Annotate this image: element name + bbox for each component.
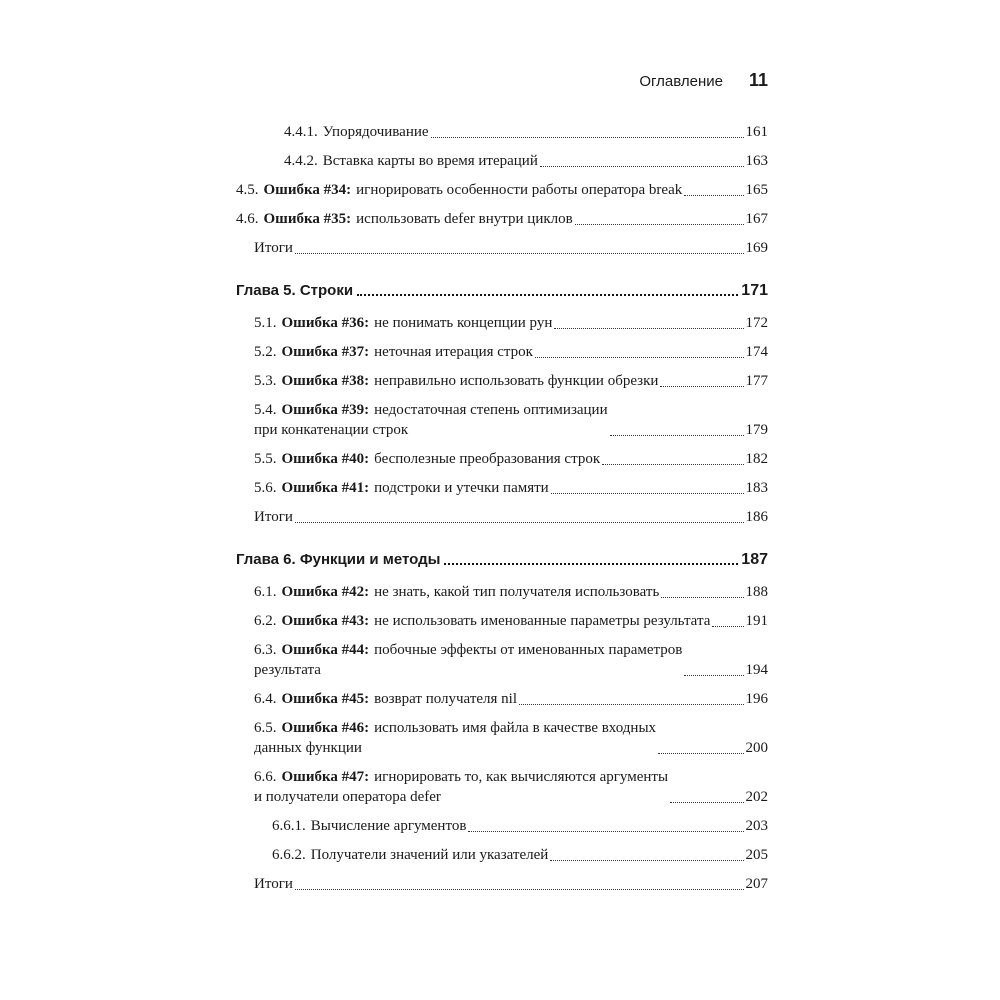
mistake-label: Ошибка #42:: [281, 584, 370, 600]
entry-title: Получатели значений или указателей: [310, 847, 549, 863]
entry-title: игнорировать особенности работы оператора break: [356, 182, 683, 198]
dot-leader: [551, 493, 744, 494]
entry-page-number: 174: [745, 344, 768, 360]
toc-entry[interactable]: [236, 238, 768, 258]
dot-leader: [295, 253, 744, 254]
entry-number: 5.1.: [254, 315, 277, 331]
entry-number: 6.4.: [254, 691, 277, 707]
entry-title: игнорировать то, как вычисляются аргументы: [374, 769, 669, 785]
chapter-title: Глава 5. Строки: [236, 282, 354, 299]
entry-number: 5.6.: [254, 480, 277, 496]
dot-leader: [661, 597, 743, 598]
entry-number: 6.1.: [254, 584, 277, 600]
entry-page-number: 194: [745, 662, 768, 678]
entry-number: 6.3.: [254, 642, 277, 658]
mistake-label: Ошибка #46:: [281, 720, 370, 736]
entry-title: не использовать именованные параметры результата: [374, 613, 711, 629]
dot-leader: [431, 137, 744, 138]
entry-title: не знать, какой тип получателя использовать: [374, 584, 660, 600]
entry-page-number: 172: [745, 315, 768, 331]
entry-text: [254, 449, 600, 469]
entry-page-number: 186: [745, 509, 768, 525]
chapter-heading[interactable]: [236, 550, 768, 570]
dot-leader: [712, 626, 743, 627]
entry-text: [254, 371, 658, 391]
mistake-label: Ошибка #47:: [281, 769, 370, 785]
entry-title: бесполезные преобразования строк: [374, 451, 601, 467]
dot-leader: [540, 166, 744, 167]
entry-title: использовать defer внутри циклов: [356, 211, 573, 227]
entry-text: [284, 122, 429, 142]
entry-page-number: 177: [745, 373, 768, 389]
mistake-label: Ошибка #39:: [281, 402, 370, 418]
mistake-label: Ошибка #36:: [281, 315, 370, 331]
entry-text: [254, 640, 682, 680]
toc-entry[interactable]: [236, 874, 768, 894]
toc-entry[interactable]: [236, 845, 768, 865]
entry-text: [254, 767, 668, 807]
mistake-label: Ошибка #35:: [263, 211, 352, 227]
header-page-number: 11: [748, 70, 768, 90]
entry-title-continued: результата: [254, 662, 321, 678]
entry-title-continued: данных функции: [254, 740, 362, 756]
dot-leader: [670, 802, 743, 803]
dot-leader: [610, 435, 744, 436]
toc-entry[interactable]: [236, 718, 768, 758]
mistake-label: Ошибка #34:: [263, 182, 352, 198]
entry-number: 4.4.1.: [284, 124, 318, 140]
dot-leader: [660, 386, 743, 387]
entry-page-number: 205: [745, 847, 768, 863]
dot-leader: [357, 294, 738, 296]
entry-page-number: 183: [745, 480, 768, 496]
toc-entry[interactable]: [236, 180, 768, 200]
running-header: [236, 70, 768, 91]
entry-number: 5.3.: [254, 373, 277, 389]
entry-title: Итоги: [254, 240, 293, 256]
dot-leader: [684, 195, 743, 196]
entry-page-number: 167: [745, 211, 768, 227]
dot-leader: [535, 357, 744, 358]
entry-title: подстроки и утечки памяти: [374, 480, 549, 496]
entry-page-number: 182: [745, 451, 768, 467]
toc-entry[interactable]: [236, 640, 768, 680]
entry-page-number: 196: [745, 691, 768, 707]
mistake-label: Ошибка #45:: [281, 691, 370, 707]
toc-entry[interactable]: [236, 209, 768, 229]
dot-leader: [602, 464, 743, 465]
mistake-label: Ошибка #44:: [281, 642, 370, 658]
toc-entry[interactable]: [236, 151, 768, 171]
toc-entry[interactable]: [236, 122, 768, 142]
entry-text: [236, 180, 682, 200]
entry-title: Вычисление аргументов: [310, 818, 467, 834]
entry-page-number: 203: [745, 818, 768, 834]
dot-leader: [658, 753, 743, 754]
toc-entry[interactable]: [236, 371, 768, 391]
entry-text: [254, 400, 608, 440]
mistake-label: Ошибка #40:: [281, 451, 370, 467]
chapter-page-number: 171: [741, 282, 768, 299]
entry-title: возврат получателя nil: [374, 691, 518, 707]
dot-leader: [684, 675, 743, 676]
entry-number: 5.2.: [254, 344, 277, 360]
toc-entry[interactable]: [236, 449, 768, 469]
entry-number: 4.4.2.: [284, 153, 318, 169]
entry-title: Вставка карты во время итераций: [322, 153, 538, 169]
entry-page-number: 188: [745, 584, 768, 600]
entry-title-continued: и получатели оператора defer: [254, 789, 441, 805]
entry-number: 6.6.2.: [272, 847, 306, 863]
dot-leader: [468, 831, 743, 832]
toc-entry[interactable]: [236, 611, 768, 631]
entry-page-number: 200: [745, 740, 768, 756]
mistake-label: Ошибка #38:: [281, 373, 370, 389]
entry-text: [254, 342, 533, 362]
entry-text: [272, 845, 548, 865]
entry-title-continued: при конкатенации строк: [254, 422, 409, 438]
toc-entry[interactable]: [236, 816, 768, 836]
entry-title: Итоги: [254, 509, 293, 525]
header-title: Оглавление: [639, 73, 723, 90]
entry-text: [254, 507, 293, 527]
entry-number: 4.5.: [236, 182, 259, 198]
entry-number: 6.6.: [254, 769, 277, 785]
dot-leader: [554, 328, 743, 329]
entry-title: использовать имя файла в качестве входных: [374, 720, 657, 736]
toc-entry[interactable]: [236, 478, 768, 498]
dot-leader: [550, 860, 743, 861]
entry-page-number: 207: [745, 876, 768, 892]
entry-title: неточная итерация строк: [374, 344, 533, 360]
entry-text: [254, 238, 293, 258]
entry-text: [254, 478, 549, 498]
toc-entry[interactable]: [236, 342, 768, 362]
chapter-heading[interactable]: [236, 281, 768, 301]
mistake-label: Ошибка #41:: [281, 480, 370, 496]
toc-entry[interactable]: [236, 313, 768, 333]
entry-page-number: 179: [745, 422, 768, 438]
entry-page-number: 163: [745, 153, 768, 169]
entry-number: 6.5.: [254, 720, 277, 736]
entry-text: [254, 611, 710, 631]
mistake-label: Ошибка #37:: [281, 344, 370, 360]
entry-page-number: 165: [745, 182, 768, 198]
entry-text: [254, 718, 656, 758]
toc-entry[interactable]: [236, 400, 768, 440]
entry-number: 5.4.: [254, 402, 277, 418]
toc-entry[interactable]: [236, 767, 768, 807]
entry-text: [254, 689, 517, 709]
mistake-label: Ошибка #43:: [281, 613, 370, 629]
entry-page-number: 161: [745, 124, 768, 140]
toc-entry[interactable]: [236, 507, 768, 527]
dot-leader: [444, 563, 738, 565]
entry-title: недостаточная степень оптимизации: [374, 402, 608, 418]
dot-leader: [575, 224, 744, 225]
entry-text: [284, 151, 538, 171]
dot-leader: [295, 889, 744, 890]
entry-number: 4.6.: [236, 211, 259, 227]
entry-text: [272, 816, 466, 836]
dot-leader: [295, 522, 744, 523]
entry-page-number: 169: [745, 240, 768, 256]
chapter-title: Глава 6. Функции и методы: [236, 551, 441, 568]
entry-number: 6.2.: [254, 613, 277, 629]
chapter-page-number: 187: [741, 551, 768, 568]
dot-leader: [519, 704, 743, 705]
entry-title: побочные эффекты от именованных параметров: [374, 642, 683, 658]
entry-text: [236, 209, 573, 229]
entry-number: 5.5.: [254, 451, 277, 467]
entry-page-number: 191: [745, 613, 768, 629]
entry-title: неправильно использовать функции обрезки: [374, 373, 659, 389]
entry-page-number: 202: [745, 789, 768, 805]
entry-text: [254, 874, 293, 894]
toc-entry[interactable]: [236, 689, 768, 709]
toc-entry[interactable]: [236, 582, 768, 602]
entry-title: не понимать концепции рун: [374, 315, 553, 331]
table-of-contents: [236, 122, 768, 903]
entry-title: Упорядочивание: [322, 124, 429, 140]
entry-text: [254, 582, 659, 602]
entry-text: [254, 313, 552, 333]
entry-title: Итоги: [254, 876, 293, 892]
entry-number: 6.6.1.: [272, 818, 306, 834]
